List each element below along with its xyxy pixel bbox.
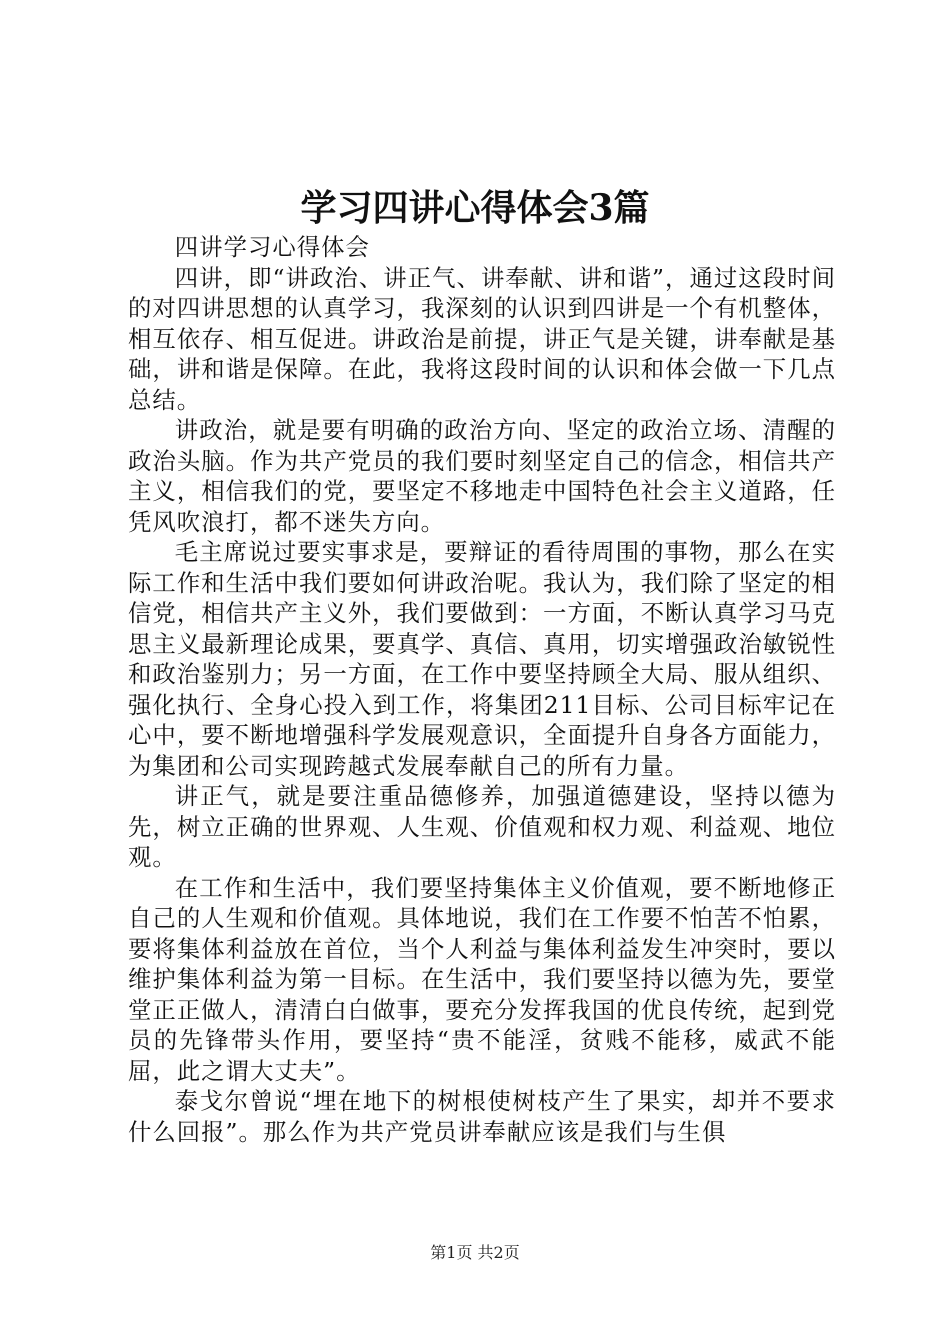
paragraph-integrity: 讲正气，就是要注重品德修养，加强道德建设，坚持以德为先，树立正确的世界观、人生观、价值观和权力观、利益观、地位观。 (128, 782, 836, 871)
document-title: 学习四讲心得体会3篇 (300, 187, 650, 229)
paragraph-politics-practice: 毛主席说过要实事求是，要辩证的看待周围的事物，那么在实际工作和生活中我们要如何讲政治呢。我认为，我们除了坚定的相信党，相信共产主义外，我们要做到：一方面，不断认真学习马克思主义最新理论成果，要真学、真信、真用，切实增强政治敏锐性和政治鉴别力；另一方面，在工作中要坚持顾全大局、服从组织、强化执行、全身心投入到工作，将集团211目标、公司目标牢记在心中，要不断地增强科学发展观意识，全面提升自身各方面能力，为集团和公司实现跨越式发展奉献自己的所有力量。 (128, 538, 836, 780)
paragraph-politics: 讲政治，就是要有明确的政治方向、坚定的政治立场、清醒的政治头脑。作为共产党员的我们要时刻坚定自己的信念，相信共产主义，相信我们的党，要坚定不移地走中国特色社会主义道路，任凭风吹浪打，都不迷失方向。 (128, 416, 836, 536)
paragraph-dedication: 泰戈尔曾说“埋在地下的树根使树枝产生了果实，却并不要求什么回报”。那么作为共产党员讲奉献应该是我们与生俱 (128, 1087, 836, 1146)
document-body (128, 232, 836, 1147)
paragraph-intro: 四讲，即“讲政治、讲正气、讲奉献、讲和谐”，通过这段时间的对四讲思想的认真学习，我深刻的认识到四讲是一个有机整体，相互依存、相互促进。讲政治是前提，讲正气是关键，讲奉献是基础，讲和谐是保障。在此，我将这段时间的认识和体会做一下几点总结。 (128, 263, 836, 414)
page-footer: 第1页 共2页 (430, 1243, 520, 1262)
section-heading: 四讲学习心得体会 (174, 233, 370, 261)
paragraph-integrity-practice: 在工作和生活中，我们要坚持集体主义价值观，要不断地修正自己的人生观和价值观。具体地说，我们在工作要不怕苦不怕累，要将集体利益放在首位，当个人利益与集体利益发生冲突时，要以维护集体利益为第一目标。在生活中，我们要坚持以德为先，要堂堂正正做人，清清白白做事，要充分发挥我国的优良传统，起到党员的先锋带头作用，要坚持“贵不能淫，贫贱不能移，威武不能屈，此之谓大丈夫”。 (128, 873, 836, 1085)
